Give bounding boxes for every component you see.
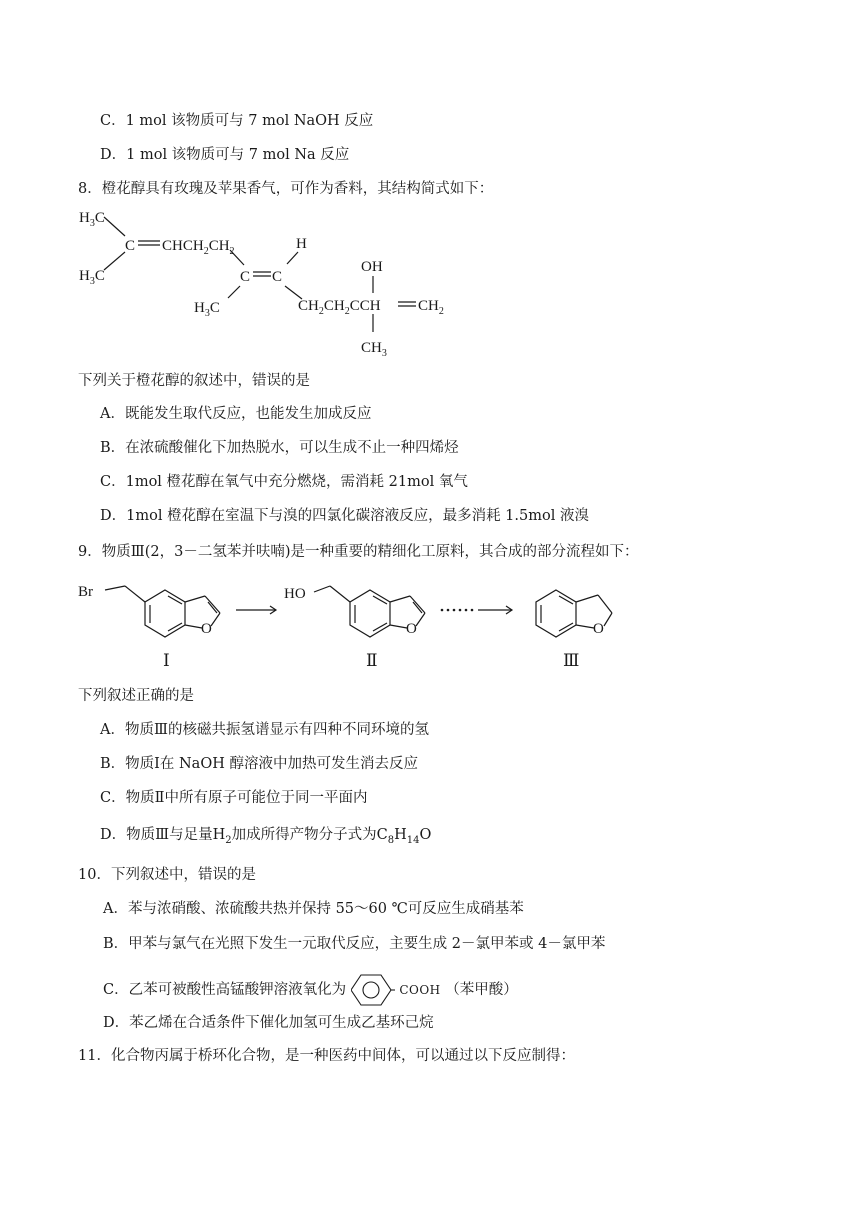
q9-o-label-2: O xyxy=(406,621,417,637)
q8-ch3: $CH_3$ xyxy=(361,340,387,359)
q9-prompt: 下列叙述正确的是 xyxy=(78,688,194,704)
q10-option-d: D．苯乙烯在合适条件下催化加氢可生成乙基环己烷 xyxy=(103,1015,434,1031)
q8-stem: 8．橙花醇具有玫瑰及苹果香气，可作为香料，其结构简式如下： xyxy=(78,181,494,197)
q8-structure-diagram xyxy=(0,200,860,360)
q8-option-d: D．1mol 橙花醇在室温下与溴的四氯化碳溶液反应，最多消耗 1.5mol 液溴 xyxy=(100,508,589,524)
q9-label-2: Ⅱ xyxy=(366,651,378,670)
q8-oh: OH xyxy=(361,259,383,275)
q8-option-a: A．既能发生取代反应，也能发生加成反应 xyxy=(100,406,372,422)
q9-label-3: Ⅲ xyxy=(563,651,580,670)
q8-option-b: B．在浓硫酸催化下加热脱水，可以生成不止一种四烯烃 xyxy=(100,440,459,456)
q10-option-b: B．甲苯与氯气在光照下发生一元取代反应，主要生成 2－氯甲苯或 4－氯甲苯 xyxy=(103,936,606,952)
q11-stem: 11．化合物丙属于桥环化合物，是一种医药中间体，可以通过以下反应制得： xyxy=(78,1048,575,1064)
q8-prompt: 下列关于橙花醇的叙述中，错误的是 xyxy=(78,373,310,389)
q8-h3c-bottom: $H_3C$ xyxy=(79,268,105,287)
q9-option-c: C．物质Ⅱ中所有原子可能位于同一平面内 xyxy=(100,790,368,806)
q9-reaction-scheme xyxy=(0,570,860,680)
q8-h3c-top: $H_3C$ xyxy=(79,210,105,229)
q10-stem: 10．下列叙述中，错误的是 xyxy=(78,867,256,883)
q10-option-c: C．乙苯可被酸性高锰酸钾溶液氧化为 COOH （苯甲酸） xyxy=(103,972,518,1008)
q8-c3: C xyxy=(272,269,283,285)
q8-ch2-end: $CH_2$ xyxy=(418,298,444,317)
q8-h3c-mid: $H_3C$ xyxy=(194,300,220,319)
q9-label-1: Ⅰ xyxy=(163,651,170,670)
q10-option-a: A．苯与浓硝酸、浓硫酸共热并保持 55～60 ℃可反应生成硝基苯 xyxy=(103,901,524,917)
q9-ho-label: HO xyxy=(284,586,306,602)
q8-chain1: $CHCH_2CH_2$ xyxy=(162,238,235,257)
q9-option-b: B．物质Ⅰ在 NaOH 醇溶液中加热可发生消去反应 xyxy=(100,756,418,772)
q8-h: H xyxy=(296,236,307,252)
q7-option-d: D．1 mol 该物质可与 7 mol Na 反应 xyxy=(100,147,350,163)
q9-br-label: Br xyxy=(78,584,93,600)
q8-c1: C xyxy=(125,238,136,254)
q8-option-c: C．1mol 橙花醇在氧气中充分燃烧，需消耗 21mol 氧气 xyxy=(100,474,468,490)
q9-stem: 9．物质Ⅲ(2，3－二氢苯并呋喃)是一种重要的精细化工原料，其合成的部分流程如下： xyxy=(78,544,639,560)
benzene-ring-icon xyxy=(351,972,395,1008)
q9-option-d: D．物质Ⅲ与足量$H_2$加成所得产物分子式为$C_8H_{14}O$ xyxy=(100,827,432,846)
q9-o-label-3: O xyxy=(593,621,604,637)
q9-o-label-1: O xyxy=(201,621,212,637)
q9-option-a: A．物质Ⅲ的核磁共振氢谱显示有四种不同环境的氢 xyxy=(100,722,429,738)
q7-option-c: C．1 mol 该物质可与 7 mol NaOH 反应 xyxy=(100,113,374,129)
q8-chain2: $CH_2CH_2CCH$ xyxy=(298,298,381,317)
q8-c2: C xyxy=(240,269,251,285)
